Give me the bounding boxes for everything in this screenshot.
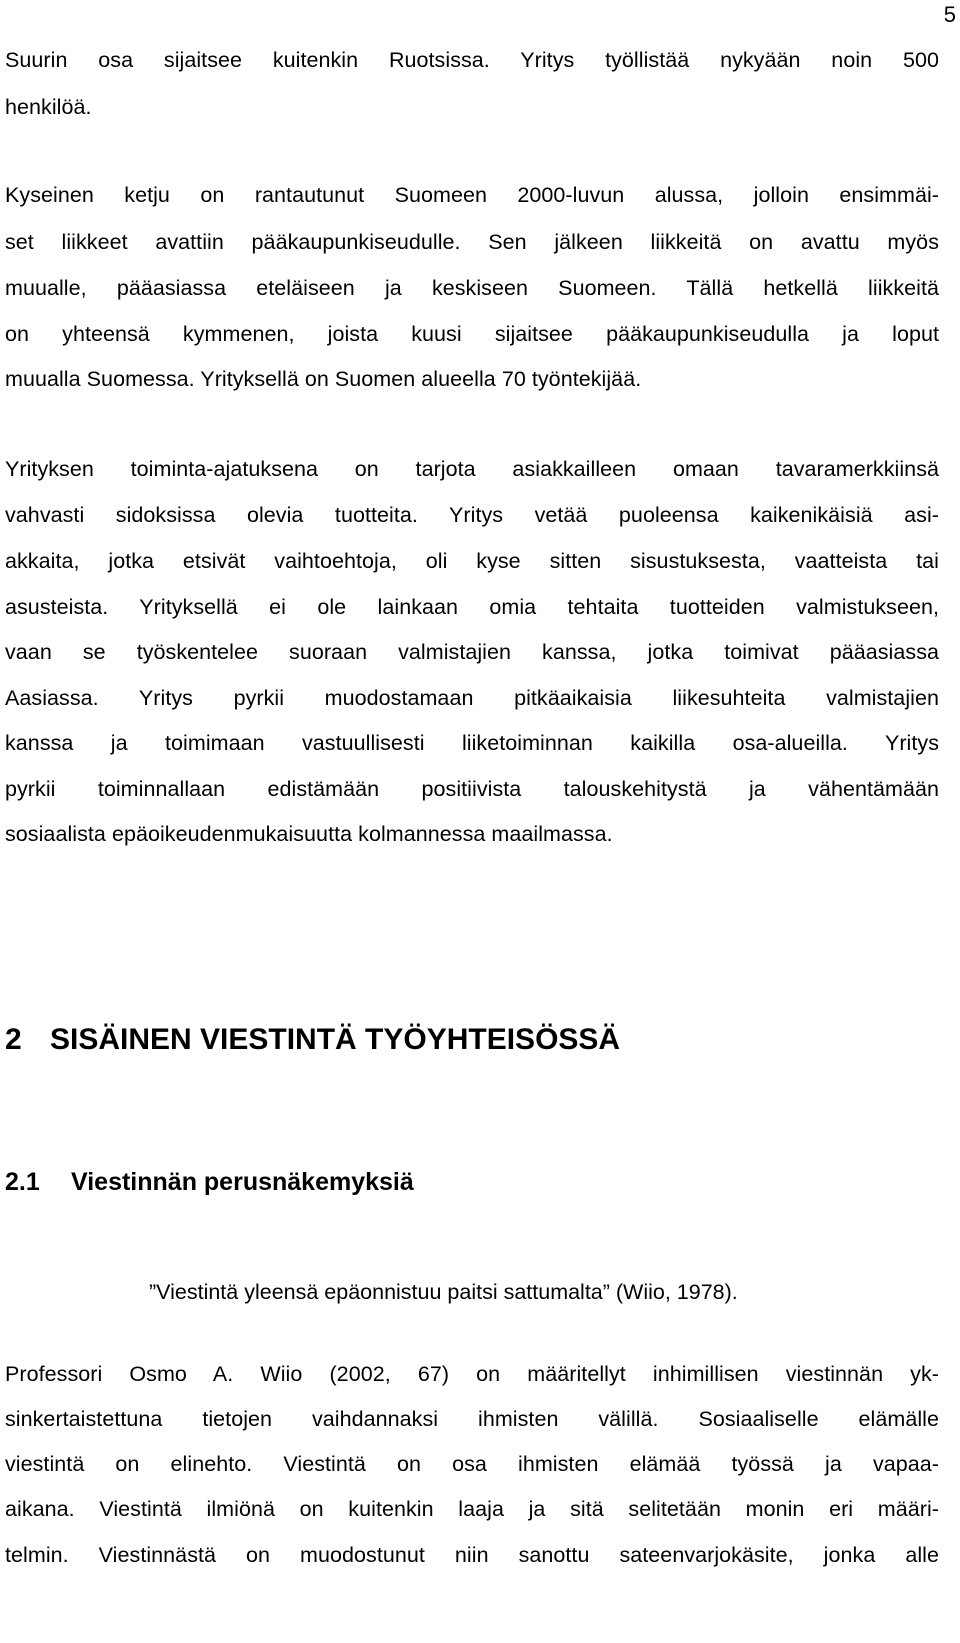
text-line: henkilöä.: [5, 95, 92, 119]
text-line: pyrkii toiminnallaan edistämään positiivista talouskehitystä ja vähentämään: [5, 777, 939, 801]
text-line: viestintä on elinehto. Viestintä on osa ihmisten elämää työssä ja vapaa-: [5, 1452, 939, 1476]
text-line: muualla Suomessa. Yrityksellä on Suomen alueella 70 työntekijää.: [5, 367, 642, 391]
text-line: Suurin osa sijaitsee kuitenkin Ruotsissa. Yritys työllistää nykyään noin 500: [5, 48, 939, 72]
chapter-heading: [5, 1022, 620, 1058]
text-line: Kyseinen ketju on rantautunut Suomeen 2000-luvun alussa, jolloin ensimmäi-: [5, 183, 939, 207]
text-line: set liikkeet avattiin pääkaupunkiseudulle. Sen jälkeen liikkeitä on avattu myös: [5, 230, 939, 254]
text-line: kanssa ja toimimaan vastuullisesti liiketoiminnan kaikilla osa-alueilla. Yritys: [5, 731, 939, 755]
text-line: Yrityksen toiminta-ajatuksena on tarjota asiakkailleen omaan tavaramerkkiinsä: [5, 457, 939, 481]
text-line: asusteista. Yrityksellä ei ole lainkaan omia tehtaita tuotteiden valmistukseen,: [5, 595, 939, 619]
quote: ”Viestintä yleensä epäonnistuu paitsi sattumalta” (Wiio, 1978).: [149, 1280, 738, 1304]
text-line: aikana. Viestintä ilmiönä on kuitenkin laaja ja sitä selitetään monin eri määri-: [5, 1497, 939, 1521]
page-number: 5: [943, 2, 956, 27]
text-line: vahvasti sidoksissa olevia tuotteita. Yritys vetää puoleensa kaikenikäisiä asi-: [5, 503, 939, 527]
text-line: akkaita, jotka etsivät vaihtoehtoja, oli kyse sitten sisustuksesta, vaatteista tai: [5, 549, 939, 573]
text-line: muualle, pääasiassa eteläiseen ja keskiseen Suomeen. Tällä hetkellä liikkeitä: [5, 276, 939, 300]
text-line: vaan se työskentelee suoraan valmistajien kanssa, jotka toimivat pääasiassa: [5, 640, 939, 664]
chapter-number: 2: [5, 1023, 22, 1056]
section-number: 2.1: [5, 1168, 40, 1196]
text-line: sinkertaistettuna tietojen vaihdannaksi ihmisten välillä. Sosiaaliselle elämälle: [5, 1407, 939, 1431]
text-line: sosiaalista epäoikeudenmukaisuutta kolmannessa maailmassa.: [5, 822, 613, 846]
section-heading: [5, 1167, 414, 1197]
text-line: Professori Osmo A. Wiio (2002, 67) on määritellyt inhimillisen viestinnän yk-: [5, 1362, 939, 1386]
text-line: telmin. Viestinnästä on muodostunut niin sanottu sateenvarjokäsite, jonka alle: [5, 1543, 939, 1567]
chapter-title: SISÄINEN VIESTINTÄ TYÖYHTEISÖSSÄ: [50, 1023, 621, 1056]
text-line: Aasiassa. Yritys pyrkii muodostamaan pitkäaikaisia liikesuhteita valmistajien: [5, 686, 939, 710]
section-title: Viestinnän perusnäkemyksiä: [71, 1168, 414, 1196]
text-line: on yhteensä kymmenen, joista kuusi sijaitsee pääkaupunkiseudulla ja loput: [5, 322, 939, 346]
